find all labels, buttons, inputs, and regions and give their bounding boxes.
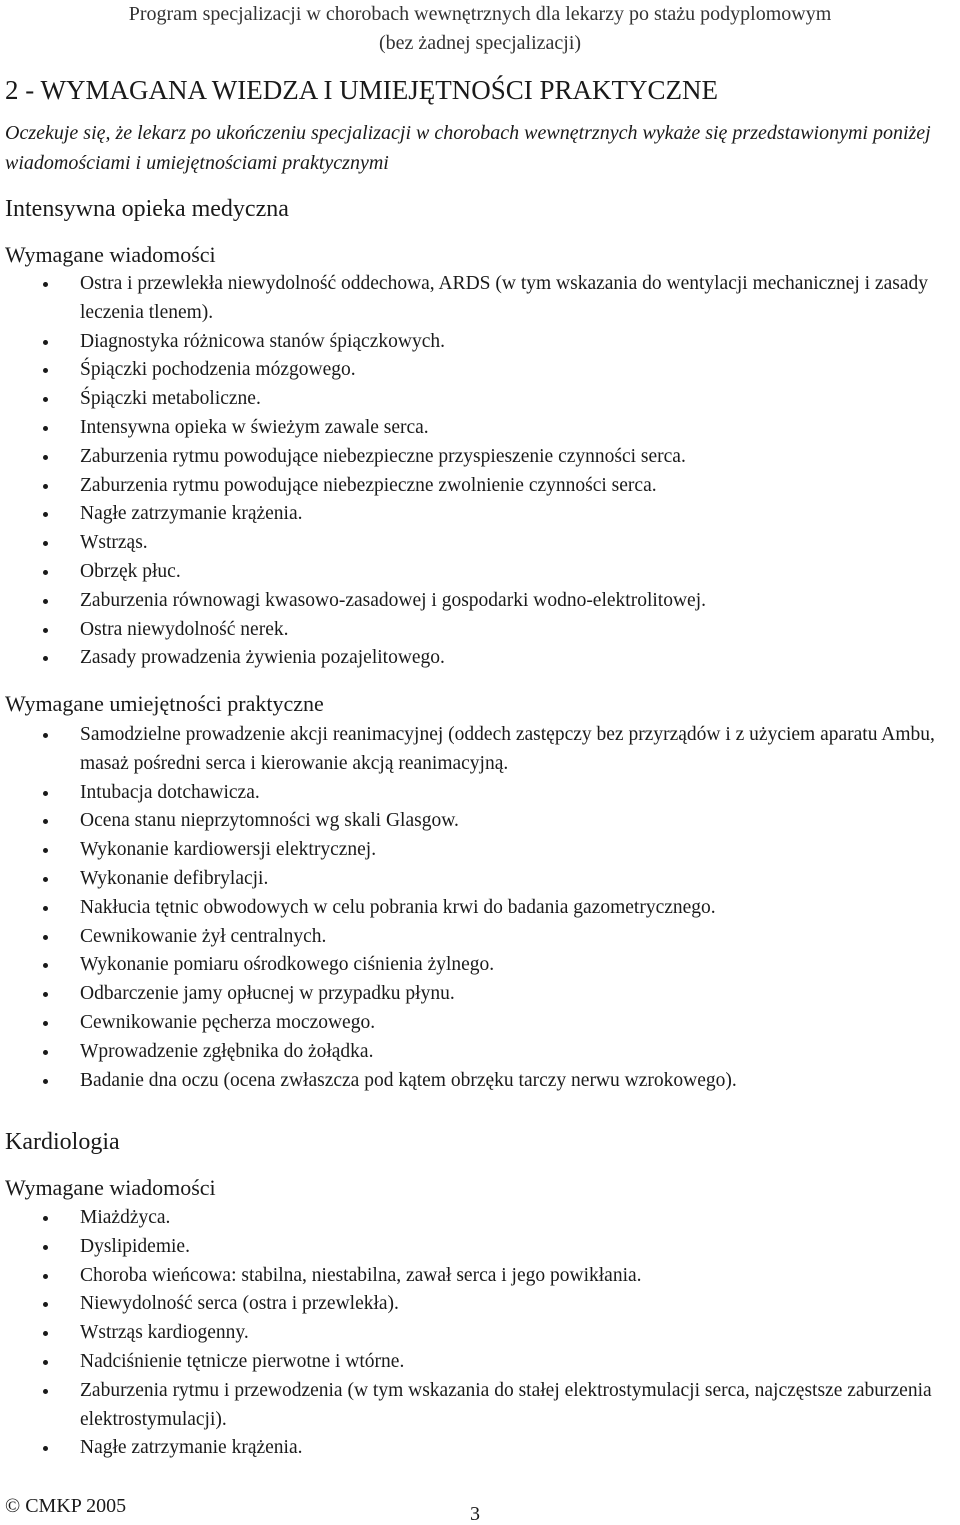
list-item: Samodzielne prowadzenie akcji reanimacyjnej (oddech zastępczy bez przyrządów i z użyciem aparatu Ambu, masaż pośredni serca i kierowanie akcją reanimacyjną. <box>0 721 960 779</box>
list-item: Diagnostyka różnicowa stanów śpiączkowych. <box>0 328 960 357</box>
list-item: Wstrząs. <box>0 529 960 558</box>
icu-heading: Intensywna opieka medyczna <box>5 196 289 222</box>
list-item: Wykonanie defibrylacji. <box>0 865 960 894</box>
list-item: Śpiączki pochodzenia mózgowego. <box>0 356 960 385</box>
icu-skills-heading: Wymagane umiejętności praktyczne <box>5 691 324 716</box>
header-line-2: (bez żadnej specjalizacji) <box>378 32 582 54</box>
list-item: Nagłe zatrzymanie krążenia. <box>0 1434 960 1463</box>
list-item: Zaburzenia rytmu powodujące niebezpieczne zwolnienie czynności serca. <box>0 472 960 501</box>
list-item: Śpiączki metaboliczne. <box>0 385 960 414</box>
header-line-1: Program specjalizacji w chorobach wewnętrznych dla lekarzy po stażu podyplomowym <box>128 3 832 25</box>
list-item: Intubacja dotchawicza. <box>0 779 960 808</box>
list-item: Zaburzenia równowagi kwasowo-zasadowej i gospodarki wodno-elektrolitowej. <box>0 587 960 616</box>
icu-skills-list <box>0 721 960 1095</box>
list-item: Zaburzenia rytmu i przewodzenia (w tym wskazania do stałej elektrostymulacji serca, najczęstsze zaburzenia elektrostymulacji). <box>0 1377 960 1435</box>
intro-paragraph: Oczekuje się, że lekarz po ukończeniu specjalizacji w chorobach wewnętrznych wykaże się przedstawionymi poniżej wiadomościami i umiejętnościami praktycznymi <box>5 122 931 174</box>
list-item: Nakłucia tętnic obwodowych w celu pobrania krwi do badania gazometrycznego. <box>0 894 960 923</box>
list-item: Wstrząs kardiogenny. <box>0 1319 960 1348</box>
list-item: Wykonanie kardiowersji elektrycznej. <box>0 836 960 865</box>
list-item: Dyslipidemie. <box>0 1233 960 1262</box>
list-item: Zasady prowadzenia żywienia pozajelitowego. <box>0 644 960 673</box>
cardio-knowledge-heading: Wymagane wiadomości <box>5 1175 216 1200</box>
icu-knowledge-heading: Wymagane wiadomości <box>5 242 216 267</box>
cardio-knowledge-list <box>0 1204 960 1463</box>
list-item: Nadciśnienie tętnicze pierwotne i wtórne. <box>0 1348 960 1377</box>
footer-page-number: 3 <box>470 1503 480 1525</box>
list-item: Ocena stanu nieprzytomności wg skali Glasgow. <box>0 807 960 836</box>
list-item: Zaburzenia rytmu powodujące niebezpieczne przyspieszenie czynności serca. <box>0 443 960 472</box>
list-item: Odbarczenie jamy opłucnej w przypadku płynu. <box>0 980 960 1009</box>
section-title: 2 - WYMAGANA WIEDZA I UMIEJĘTNOŚCI PRAKTYCZNE <box>5 75 718 105</box>
list-item: Ostra niewydolność nerek. <box>0 616 960 645</box>
list-item: Choroba wieńcowa: stabilna, niestabilna, zawał serca i jego powikłania. <box>0 1262 960 1291</box>
list-item: Wykonanie pomiaru ośrodkowego ciśnienia żylnego. <box>0 951 960 980</box>
list-item: Intensywna opieka w świeżym zawale serca. <box>0 414 960 443</box>
cardio-heading: Kardiologia <box>5 1129 120 1155</box>
list-item: Ostra i przewlekła niewydolność oddechowa, ARDS (w tym wskazania do wentylacji mechanicznej i zasady leczenia tlenem). <box>0 270 960 328</box>
list-item: Badanie dna oczu (ocena zwłaszcza pod kątem obrzęku tarczy nerwu wzrokowego). <box>0 1067 960 1096</box>
list-item: Niewydolność serca (ostra i przewlekła). <box>0 1290 960 1319</box>
list-item: Wprowadzenie zgłębnika do żołądka. <box>0 1038 960 1067</box>
page-header <box>0 0 960 58</box>
list-item: Cewnikowanie żył centralnych. <box>0 923 960 952</box>
list-item: Miażdżyca. <box>0 1204 960 1233</box>
footer-copyright: © CMKP 2005 <box>5 1495 127 1517</box>
icu-knowledge-list <box>0 270 960 673</box>
list-item: Nagłe zatrzymanie krążenia. <box>0 500 960 529</box>
list-item: Obrzęk płuc. <box>0 558 960 587</box>
list-item: Cewnikowanie pęcherza moczowego. <box>0 1009 960 1038</box>
